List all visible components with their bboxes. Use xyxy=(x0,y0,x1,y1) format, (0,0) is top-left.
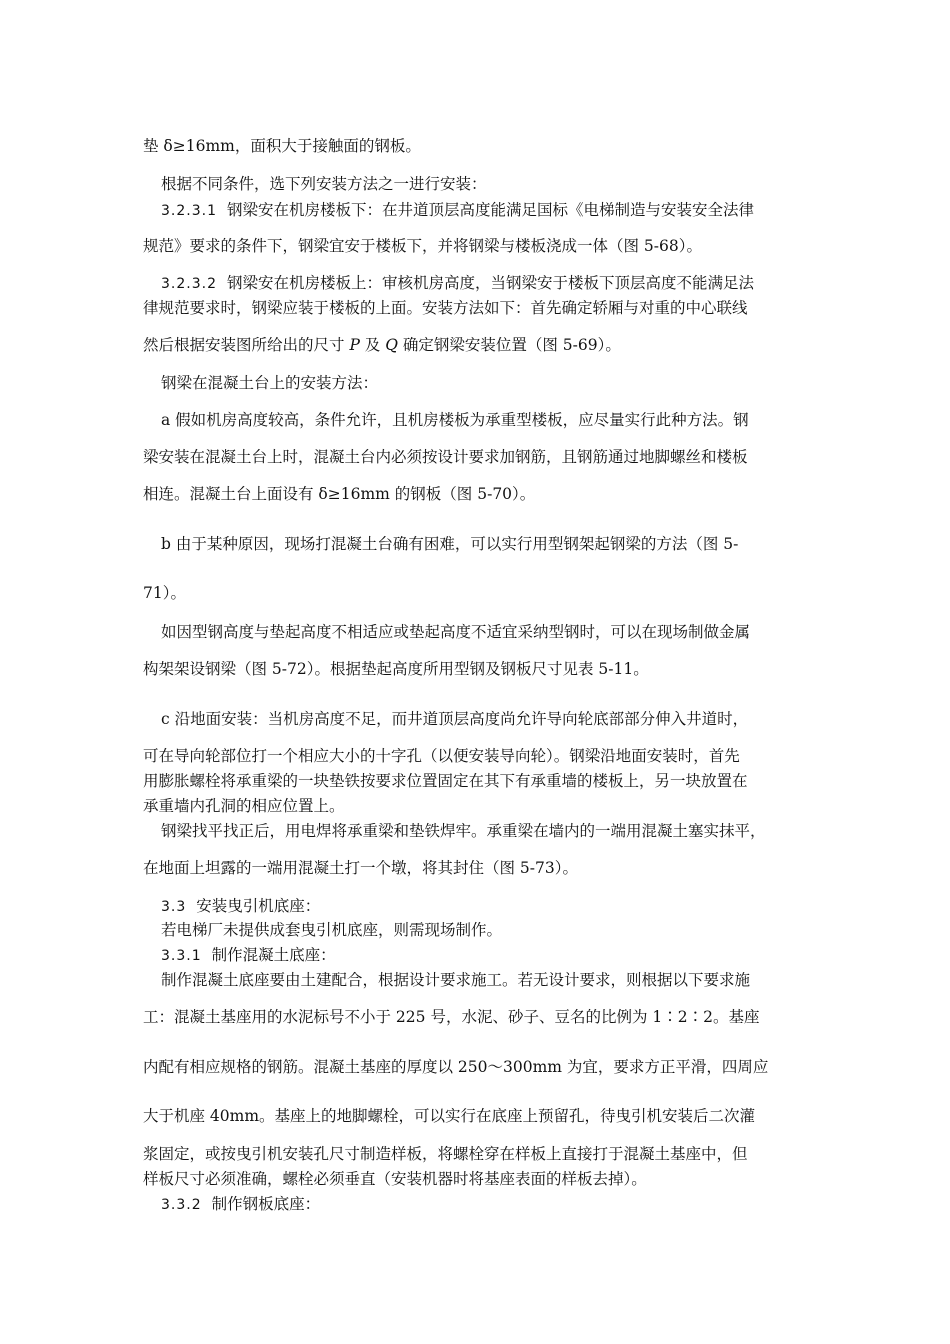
section-number: 3.2.3.2 xyxy=(161,276,217,292)
text-segment: 确定钢梁安装位置（图 5-69）。 xyxy=(397,336,621,354)
section-text: 钢梁安在机房楼板下：在井道顶层高度能满足国标《电梯制造与安装安全法律 xyxy=(226,201,754,219)
section-heading-3-3 xyxy=(161,896,841,917)
list-item-b: b 由于某种原因，现场打混凝土台确有困难，可以实行用型钢架起钢梁的方法（图 5- xyxy=(161,535,739,553)
paragraph-line: 在地面上坦露的一端用混凝土打一个墩，将其封住（图 5-73）。 xyxy=(143,859,579,877)
paragraph-line: 制作混凝土底座要由土建配合，根据设计要求施工。若无设计要求，则根据以下要求施 xyxy=(161,971,751,989)
text-segment: 然后根据安装图所给出的尺寸 xyxy=(143,336,350,354)
section-number: 3.3.2 xyxy=(161,1197,202,1213)
paragraph-line: 如因型钢高度与垫起高度不相适应或垫起高度不适宜采纳型钢时，可以在现场制做金属 xyxy=(161,623,751,641)
paragraph-line: 构架架设钢梁（图 5-72）。根据垫起高度所用型钢及钢板尺寸见表 5-11。 xyxy=(143,660,649,678)
list-item-a: a 假如机房高度较高，条件允许，且机房楼板为承重型楼板，应尽量实行此种方法。钢 xyxy=(161,411,749,429)
section-heading-3-2-3-1 xyxy=(161,200,841,221)
dimension-q: Q xyxy=(385,336,398,354)
section-text: 安装曳引机底座： xyxy=(196,897,321,915)
paragraph-line: 内配有相应规格的钢筋。混凝土基座的厚度以 250～300mm 为宜，要求方正平滑，四周应 xyxy=(143,1058,769,1076)
paragraph-line: 71）。 xyxy=(143,584,186,602)
paragraph-line: 律规范要求时，钢梁应装于楼板的上面。安装方法如下：首先确定轿厢与对重的中心联线 xyxy=(143,299,748,317)
paragraph-line: 根据不同条件，选下列安装方法之一进行安装： xyxy=(161,175,487,193)
dimension-p: P xyxy=(349,336,360,354)
paragraph-line: 规范》要求的条件下，钢梁宜安于楼板下，并将钢梁与楼板浇成一体（图 5-68）。 xyxy=(143,237,703,255)
paragraph-line: 浆固定，或按曳引机安装孔尺寸制造样板，将螺栓穿在样板上直接打于混凝土基座中，但 xyxy=(143,1145,748,1163)
paragraph-line: 梁安装在混凝土台上时，混凝土台内必须按设计要求加钢筋，且钢筋通过地脚螺丝和楼板 xyxy=(143,448,748,466)
paragraph-line: 钢梁在混凝土台上的安装方法： xyxy=(161,374,379,392)
section-text: 制作钢板底座： xyxy=(211,1195,321,1213)
section-heading-3-3-1 xyxy=(161,945,841,966)
paragraph-line: 工：混凝土基座用的水泥标号不小于 225 号，水泥、砂子、豆名的比例为 1∶2∶2。基座 xyxy=(143,1008,760,1026)
paragraph-line: 样板尺寸必须准确，螺栓必须垂直（安装机器时将基座表面的样板去掉）。 xyxy=(143,1170,647,1188)
text-segment: 及 xyxy=(359,336,386,354)
section-number: 3.2.3.1 xyxy=(161,203,217,219)
section-number: 3.3.1 xyxy=(161,948,202,964)
paragraph-line: 若电梯厂未提供成套曳引机底座，则需现场制作。 xyxy=(161,921,503,939)
paragraph-line: 用膨胀螺栓将承重梁的一块垫铁按要求位置固定在其下有承重墙的楼板上，另一块放置在 xyxy=(143,772,748,790)
paragraph-line: 可在导向轮部位打一个相应大小的十字孔（以便安装导向轮）。钢梁沿地面安装时，首先 xyxy=(143,747,740,765)
list-item-c: c 沿地面安装：当机房高度不足，而井道顶层高度尚允许导向轮底部部分伸入井道时， xyxy=(161,710,749,728)
section-text: 钢梁安在机房楼板上：审核机房高度，当钢梁安于楼板下顶层高度不能满足法 xyxy=(226,274,754,292)
section-text: 制作混凝土底座： xyxy=(211,946,336,964)
section-heading-3-2-3-2 xyxy=(161,273,841,294)
paragraph-line: 大于机座 40mm。基座上的地脚螺栓，可以实行在底座上预留孔，待曳引机安装后二次灌 xyxy=(143,1107,756,1125)
paragraph-line xyxy=(143,335,823,355)
paragraph-line: 钢梁找平找正后，用电焊将承重梁和垫铁焊牢。承重梁在墙内的一端用混凝土塞实抹平， xyxy=(161,822,766,840)
section-heading-3-3-2 xyxy=(161,1194,841,1215)
section-number: 3.3 xyxy=(161,899,187,915)
paragraph-line: 垫 δ≥16mm，面积大于接触面的钢板。 xyxy=(143,137,421,155)
paragraph-line: 承重墙内孔洞的相应位置上。 xyxy=(143,797,345,815)
paragraph-line: 相连。混凝土台上面设有 δ≥16mm 的钢板（图 5-70）。 xyxy=(143,485,536,503)
